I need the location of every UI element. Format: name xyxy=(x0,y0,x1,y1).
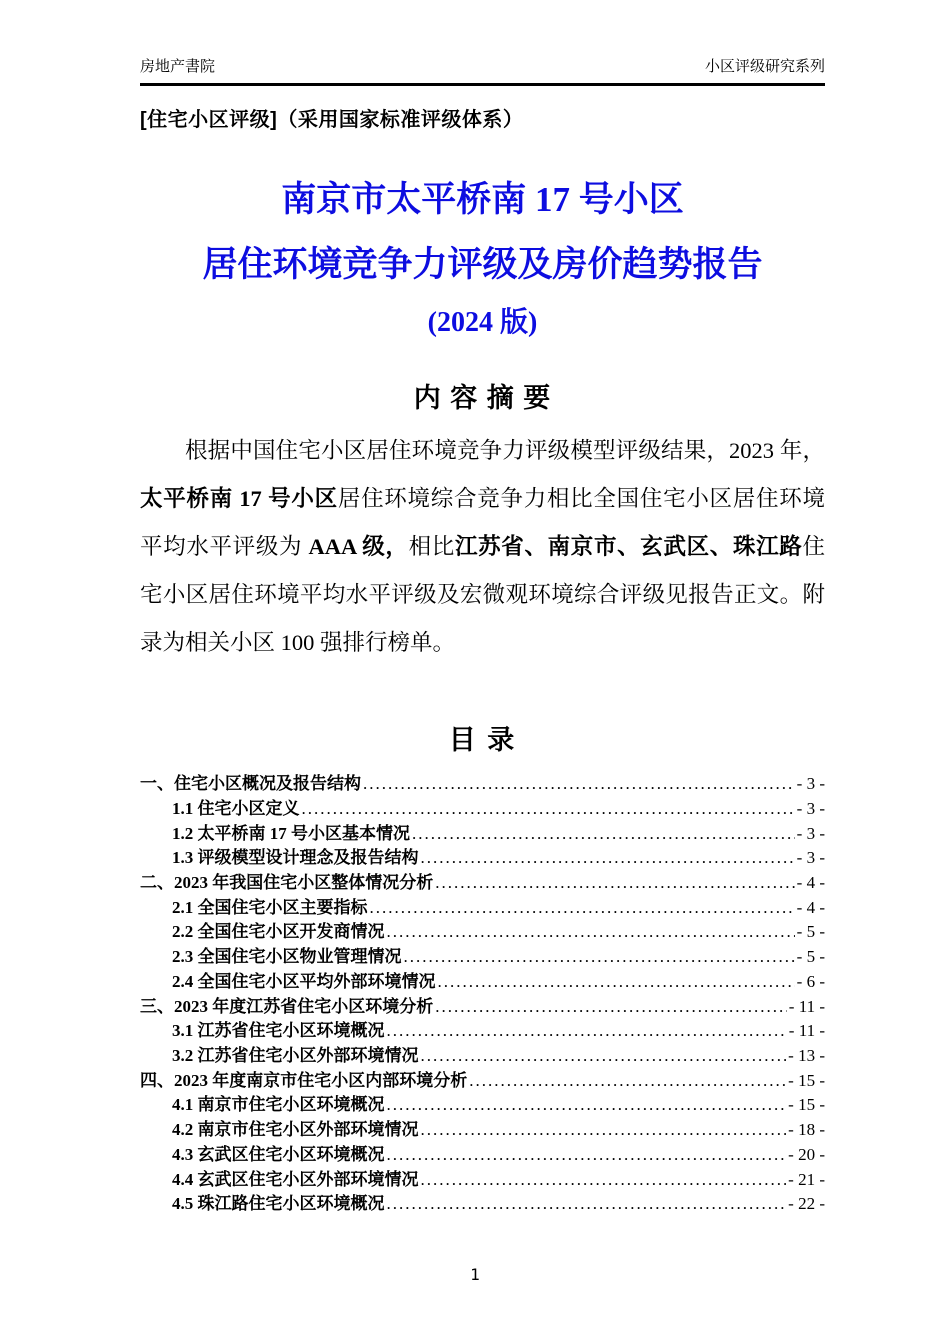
report-edition: (2024 版) xyxy=(427,307,538,339)
toc-entry-label: 3.2 江苏省住宅小区外部环境情况 xyxy=(172,1046,419,1065)
abstract-community-name-bold: 太平桥南 17 号小区 xyxy=(140,486,338,512)
toc-entry[interactable] xyxy=(140,920,825,945)
toc-dot-leader xyxy=(404,945,795,970)
abstract-seg7: 住宅小区居住环境平均水平评级及宏微观环境综合评级见报告正文。附录为相关小区 100 强排行榜单。 xyxy=(140,534,825,656)
toc-entry-label: 2.2 全国住宅小区开发商情况 xyxy=(172,922,385,942)
toc-entry-page-number: - 3 - xyxy=(796,823,825,843)
abstract-heading: 内 容 摘 要 xyxy=(413,383,552,414)
toc-entry-page-number: - 4 - xyxy=(796,873,825,893)
toc-entry-page-number: - 5 - xyxy=(796,947,825,967)
toc-dot-leader xyxy=(469,1069,786,1094)
toc-entry[interactable] xyxy=(140,1069,825,1094)
toc-dot-leader xyxy=(438,970,795,995)
toc-entry-label: 4.3 玄武区住宅小区环境概况 xyxy=(172,1144,385,1164)
toc-entry-page-number: - 20 - xyxy=(788,1144,825,1164)
toc-entry-label: 4.4 玄武区住宅小区外部环境情况 xyxy=(172,1169,419,1189)
toc-dot-leader xyxy=(435,871,794,896)
toc-dot-leader xyxy=(421,846,795,871)
toc-entry-label: 二、2023 年我国住宅小区整体情况分析 xyxy=(140,873,434,893)
toc-dot-leader xyxy=(387,920,795,945)
toc-entry[interactable] xyxy=(140,797,825,822)
page-number: 1 xyxy=(470,1265,480,1284)
toc-list xyxy=(140,772,825,1217)
abstract-seg1: 根据中国住宅小区居住环境竞争力评级模型评级结果，2023 年， xyxy=(185,438,825,464)
toc-dot-leader xyxy=(363,772,795,797)
toc-entry[interactable] xyxy=(140,846,825,871)
toc-entry-label: 3.1 江苏省住宅小区环境概况 xyxy=(172,1021,385,1041)
toc-entry-label: 4.1 南京市住宅小区环境概况 xyxy=(172,1095,385,1115)
abstract-rating-bold: AAA 级， xyxy=(308,534,409,560)
abstract-seg5: 相比 xyxy=(408,534,455,560)
toc-entry-page-number: - 3 - xyxy=(796,798,825,818)
toc-entry-label: 一、住宅小区概况及报告结构 xyxy=(140,774,361,794)
toc-entry[interactable] xyxy=(140,772,825,797)
toc-entry-label: 2.4 全国住宅小区平均外部环境情况 xyxy=(172,971,436,991)
report-title-line2: 居住环境竞争力评级及房价趋势报告 xyxy=(202,245,763,285)
toc-dot-leader xyxy=(421,1168,787,1193)
toc-entry[interactable] xyxy=(140,1143,825,1168)
toc-entry-page-number: - 5 - xyxy=(796,922,825,942)
toc-entry[interactable] xyxy=(140,896,825,921)
header-left-text: 房地产書院 xyxy=(140,58,216,75)
toc-entry[interactable] xyxy=(140,970,825,995)
toc-entry-page-number: - 18 - xyxy=(788,1120,825,1140)
toc-entry-page-number: - 15 - xyxy=(788,1070,825,1090)
toc-entry[interactable] xyxy=(140,1118,825,1143)
toc-entry-label: 1.2 太平桥南 17 号小区基本情况 xyxy=(172,823,410,843)
toc-entry-page-number: - 11 - xyxy=(788,1021,825,1041)
toc-entry[interactable] xyxy=(140,995,825,1020)
toc-dot-leader xyxy=(387,1019,787,1044)
toc-entry[interactable] xyxy=(140,1192,825,1217)
toc-dot-leader xyxy=(302,797,795,822)
toc-entry[interactable] xyxy=(140,1093,825,1118)
toc-entry-page-number: - 15 - xyxy=(788,1095,825,1115)
toc-entry-label: 4.5 珠江路住宅小区环境概况 xyxy=(172,1194,385,1214)
toc-entry[interactable] xyxy=(140,1044,825,1069)
toc-entry-label: 四、2023 年度南京市住宅小区内部环境分析 xyxy=(140,1070,468,1090)
toc-entry-page-number: - 21 - xyxy=(788,1169,825,1189)
toc-entry-label: 2.3 全国住宅小区物业管理情况 xyxy=(172,947,402,967)
toc-entry-page-number: - 11 - xyxy=(788,996,825,1016)
toc-dot-leader xyxy=(387,1143,787,1168)
toc-dot-leader xyxy=(435,995,787,1020)
toc-entry-label: 4.2 南京市住宅小区外部环境情况 xyxy=(172,1120,419,1140)
toc-entry-label: 1.3 评级模型设计理念及报告结构 xyxy=(172,848,419,868)
toc-entry-page-number: - 13 - xyxy=(788,1046,825,1065)
toc-entry-label: 三、2023 年度江苏省住宅小区环境分析 xyxy=(140,996,434,1016)
toc-dot-leader xyxy=(421,1044,787,1069)
toc-entry-page-number: - 4 - xyxy=(796,897,825,917)
toc-entry[interactable] xyxy=(140,871,825,896)
toc-entry-label: 1.1 住宅小区定义 xyxy=(172,798,300,818)
toc-dot-leader xyxy=(387,1093,787,1118)
classification-line: [住宅小区评级]（采用国家标准评级体系） xyxy=(140,109,524,131)
toc-entry-page-number: - 3 - xyxy=(796,848,825,868)
toc-heading: 目 录 xyxy=(448,725,517,756)
toc-entry[interactable] xyxy=(140,945,825,970)
toc-entry-page-number: - 22 - xyxy=(788,1194,825,1214)
report-title-line1: 南京市太平桥南 17 号小区 xyxy=(281,180,684,219)
toc-dot-leader xyxy=(370,896,795,921)
toc-dot-leader xyxy=(421,1118,787,1143)
toc-entry-page-number: - 3 - xyxy=(796,774,825,794)
toc-entry[interactable] xyxy=(140,1019,825,1044)
page-header xyxy=(140,0,825,86)
abstract-seg3: 居住环境综合竞争力相比全国住宅小区居住环境平均水平评级为 xyxy=(140,486,825,560)
toc-entry-page-number: - 6 - xyxy=(796,971,825,991)
toc-dot-leader xyxy=(387,1192,787,1217)
header-right-text: 小区评级研究系列 xyxy=(704,58,825,75)
toc-entry[interactable] xyxy=(140,1168,825,1193)
toc-entry[interactable] xyxy=(140,822,825,847)
abstract-paragraph xyxy=(140,427,825,667)
toc-entry-label: 2.1 全国住宅小区主要指标 xyxy=(172,897,368,917)
toc-dot-leader xyxy=(412,822,795,847)
abstract-regions-bold: 江苏省、南京市、玄武区、珠江路 xyxy=(454,534,803,560)
